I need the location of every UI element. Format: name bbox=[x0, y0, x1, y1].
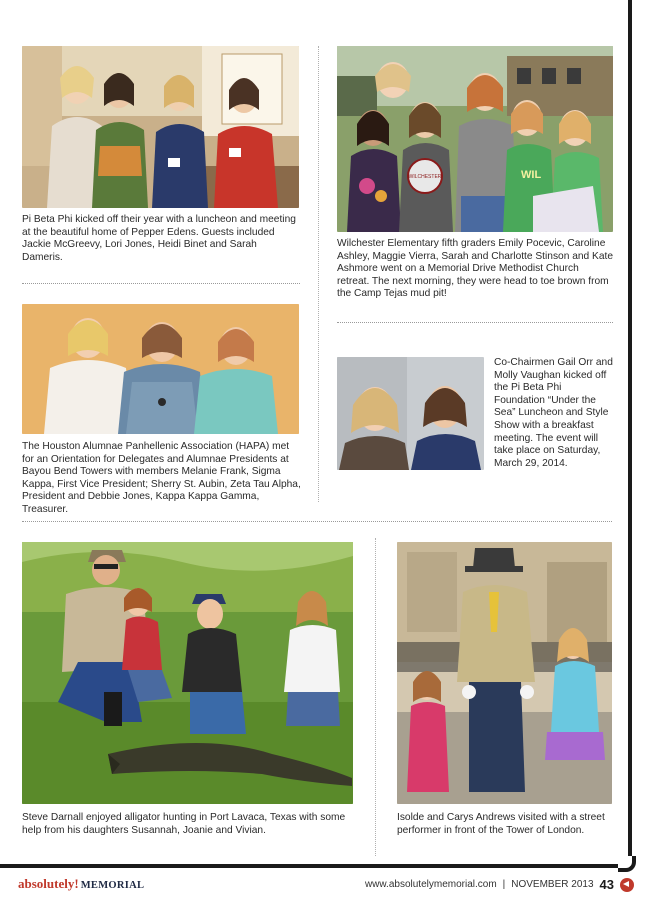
wilchester-caption: Wilchester Elementary fifth graders Emily Pocevic, Caroline Ashley, Maggie Vierra, Sarah and Charlotte Stinson and Kate Ashmore went on a Memorial Drive Methodist Church retreat. The next morning, they were head to toe brown from the Camp Tejas mud pit! bbox=[337, 238, 613, 300]
logo-sub-text: MEMORIAL bbox=[80, 880, 145, 891]
wilchester-photo bbox=[337, 46, 613, 232]
logo-main-text: absolutely bbox=[18, 876, 75, 891]
page-number: 43 bbox=[599, 877, 614, 892]
cochairmen-caption: Co-Chairmen Gail Orr and Molly Vaughan kicked off the Pi Beta Phi Foundation “Under the Sea” Luncheon and Style Show with a breakfast meeting. The event will take place on Saturday, March 29, 2014. bbox=[494, 357, 613, 469]
divider-left-1 bbox=[22, 283, 300, 284]
logo-bang-text: ! bbox=[74, 876, 79, 891]
page-border-corner bbox=[618, 856, 636, 872]
footer-website[interactable]: www.absolutelymemorial.com bbox=[364, 879, 497, 890]
footer-separator: | bbox=[502, 879, 506, 890]
cochairmen-photo bbox=[337, 357, 484, 470]
footer-issue: NOVEMBER 2013 bbox=[511, 879, 594, 890]
hapa-caption: The Houston Alumnae Panhellenic Association (HAPA) met for an Orientation for Delegates and Alumnae Presidents at Bayou Bend Towers with members Melanie Frank, Sigma Kappa, First Vice President; Sherry St. Aubin, Zeta Tau Alpha, President and Debbie Jones, Kappa Kappa Gamma, Treasurer. bbox=[22, 441, 301, 515]
tower-photo bbox=[397, 542, 612, 804]
wilchester-shirt-text: WILCHESTER bbox=[408, 174, 442, 180]
hapa-photo bbox=[22, 304, 299, 434]
tower-caption: Isolde and Carys Andrews visited with a street performer in front of the Tower of London. bbox=[397, 812, 605, 836]
divider-right-1 bbox=[337, 322, 613, 323]
column-divider-bottom bbox=[375, 538, 376, 856]
divider-full bbox=[22, 521, 612, 522]
alligator-caption: Steve Darnall enjoyed alligator hunting in Port Lavaca, Texas with some help from his daughters Susannah, Joanie and Vivian. bbox=[22, 812, 346, 836]
page-border-right bbox=[628, 0, 632, 868]
column-divider-top bbox=[318, 46, 319, 502]
arrow-left-icon[interactable] bbox=[620, 878, 634, 892]
luncheon-caption: Pi Beta Phi kicked off their year with a luncheon and meeting at the beautiful home of Pepper Edens. Guests included Jackie McGreevy, Lori Jones, Heidi Binet and Sarah Dameris. bbox=[22, 214, 296, 263]
page-border-bottom bbox=[0, 864, 632, 868]
alligator-photo bbox=[22, 542, 353, 804]
footer-info bbox=[365, 877, 634, 892]
green-shirt-text: WIL bbox=[521, 169, 542, 181]
footer-logo[interactable] bbox=[18, 876, 144, 892]
luncheon-photo bbox=[22, 46, 299, 208]
